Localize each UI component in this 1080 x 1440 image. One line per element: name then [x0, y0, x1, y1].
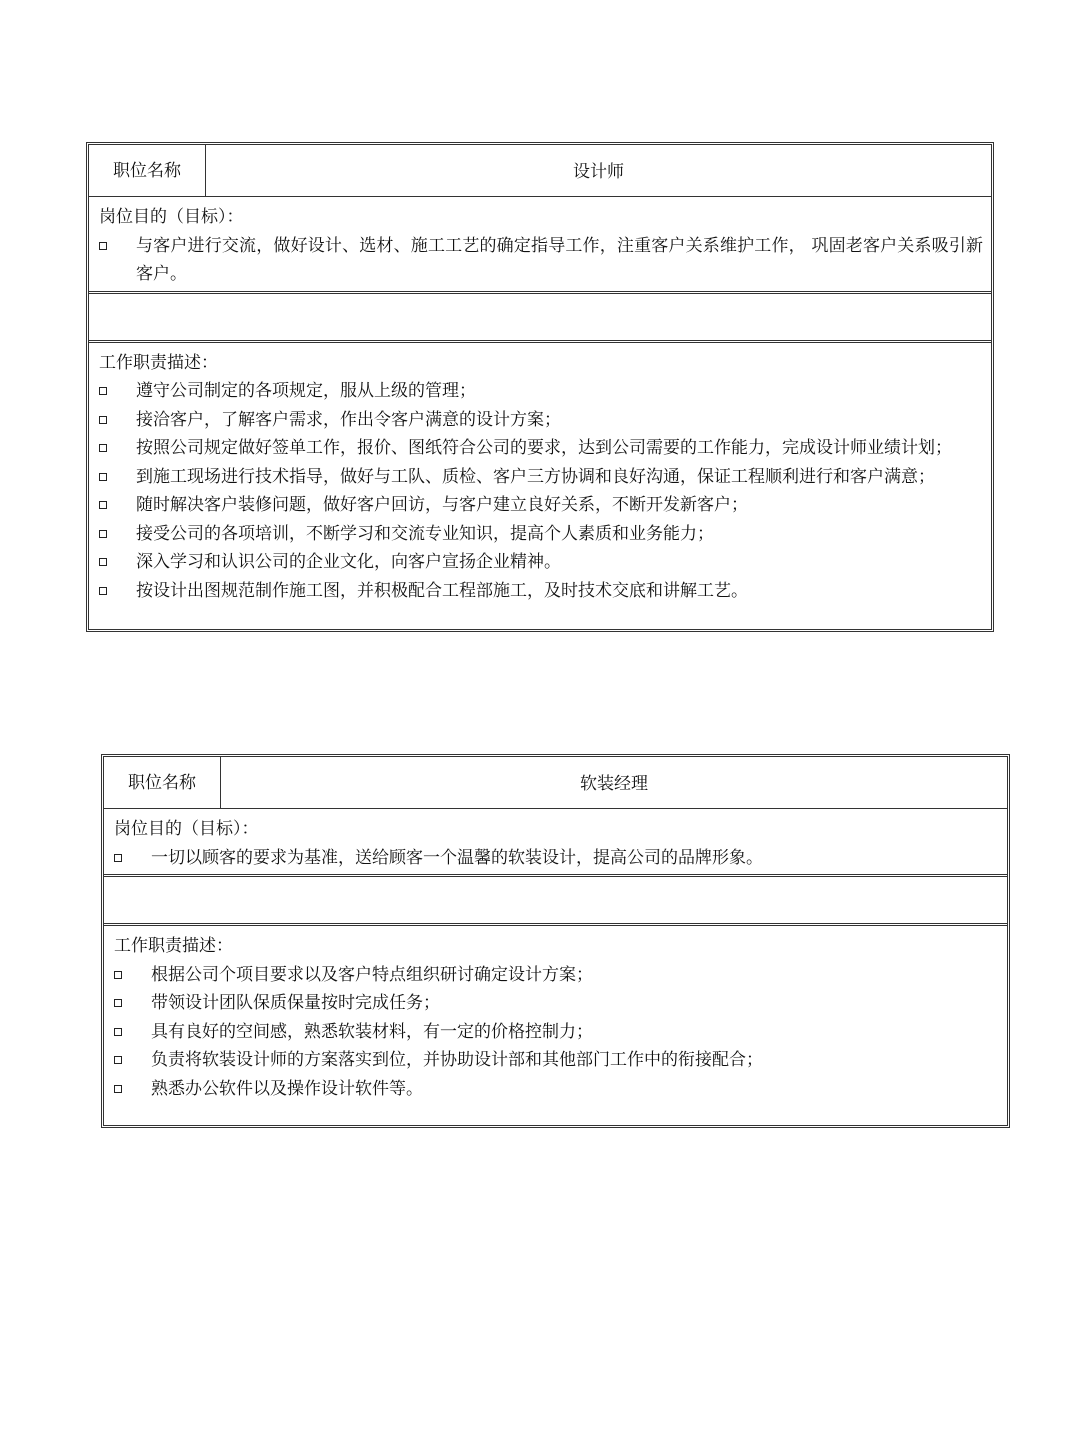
title-row: [104, 757, 1007, 808]
position-name-label: 职位名称: [89, 145, 206, 196]
purpose-section: [89, 196, 991, 291]
duty-item: [99, 406, 983, 435]
checkbox-bullet-icon: [114, 989, 151, 1018]
position-name-value: 设计师: [573, 162, 624, 182]
title-row: [89, 145, 991, 196]
duty-item: [114, 1046, 999, 1075]
duty-item: [114, 1018, 999, 1047]
checkbox-bullet-icon: [114, 1046, 151, 1075]
purpose-item: [99, 232, 983, 289]
duty-item-text: 根据公司个项目要求以及客户特点组织研讨确定设计方案；: [151, 964, 593, 985]
checkbox-bullet-icon: [114, 961, 151, 990]
duty-item-text: 按照公司规定做好签单工作，报价、图纸符合公司的要求，达到公司需要的工作能力，完成设计师业绩计划；: [136, 438, 952, 458]
purpose-section: [104, 808, 1007, 874]
duty-item-text: 接受公司的各项培训，不断学习和交流专业知识，提高个人素质和业务能力；: [136, 523, 714, 544]
checkbox-bullet-icon: [114, 844, 151, 873]
duty-item: [114, 989, 999, 1018]
duty-item: [99, 577, 983, 606]
duty-item-text: 随时解决客户装修问题，做好客户回访，与客户建立良好关系，不断开发新客户；: [136, 495, 748, 515]
checkbox-bullet-icon: [99, 232, 136, 261]
duty-item-text: 具有良好的空间感，熟悉软装材料，有一定的价格控制力；: [151, 1021, 593, 1042]
checkbox-bullet-icon: [99, 377, 136, 406]
duties-section: [89, 343, 991, 630]
empty-row: [89, 291, 991, 343]
duty-item: [99, 434, 983, 463]
position-name-value: 软装经理: [580, 774, 648, 794]
duty-item-text: 熟悉办公软件以及操作设计软件等。: [151, 1078, 423, 1099]
checkbox-bullet-icon: [99, 548, 136, 577]
duty-item-text: 带领设计团队保质保量按时完成任务；: [151, 993, 440, 1013]
duty-item: [114, 961, 999, 990]
duty-item-text: 遵守公司制定的各项规定，服从上级的管理；: [136, 381, 476, 401]
duty-item-text: 接洽客户，了解客户需求，作出令客户满意的设计方案；: [136, 409, 561, 430]
duty-item: [99, 548, 983, 577]
job-description-table-soft-decoration-manager: [101, 754, 1010, 1128]
duty-item: [99, 520, 983, 549]
purpose-item: [114, 844, 999, 873]
purpose-heading: 岗位目的（目标）：: [99, 207, 244, 227]
duty-item-text: 深入学习和认识公司的企业文化，向客户宣扬企业精神。: [136, 552, 561, 572]
duties-heading: 工作职责描述：: [99, 352, 218, 373]
empty-row: [104, 874, 1007, 926]
job-description-table-designer: [86, 142, 994, 632]
checkbox-bullet-icon: [99, 491, 136, 520]
checkbox-bullet-icon: [99, 463, 136, 492]
purpose-heading: 岗位目的（目标）：: [114, 819, 259, 839]
duty-item: [99, 491, 983, 520]
duty-item: [99, 377, 983, 406]
position-name-label: 职位名称: [104, 757, 221, 808]
duties-heading: 工作职责描述：: [114, 936, 233, 956]
purpose-item-text: 与客户进行交流，做好设计、选材、施工工艺的确定指导工作，注重客户关系维护工作， 巩固老客户关系吸引新客户。: [136, 235, 983, 284]
checkbox-bullet-icon: [99, 577, 136, 606]
duties-section: [104, 926, 1007, 1125]
checkbox-bullet-icon: [99, 520, 136, 549]
duty-item-text: 负责将软装设计师的方案落实到位，并协助设计部和其他部门工作中的衔接配合；: [151, 1050, 763, 1070]
checkbox-bullet-icon: [114, 1018, 151, 1047]
checkbox-bullet-icon: [99, 406, 136, 435]
purpose-item-text: 一切以顾客的要求为基准，送给顾客一个温馨的软装设计，提高公司的品牌形象。: [151, 847, 763, 868]
checkbox-bullet-icon: [114, 1075, 151, 1104]
duty-item-text: 到施工现场进行技术指导，做好与工队、质检、客户三方协调和良好沟通，保证工程顺利进行和客户满意；: [136, 466, 935, 487]
duty-item: [114, 1075, 999, 1104]
duty-item-text: 按设计出图规范制作施工图，并积极配合工程部施工，及时技术交底和讲解工艺。: [136, 580, 748, 601]
duty-item: [99, 463, 983, 492]
checkbox-bullet-icon: [99, 434, 136, 463]
